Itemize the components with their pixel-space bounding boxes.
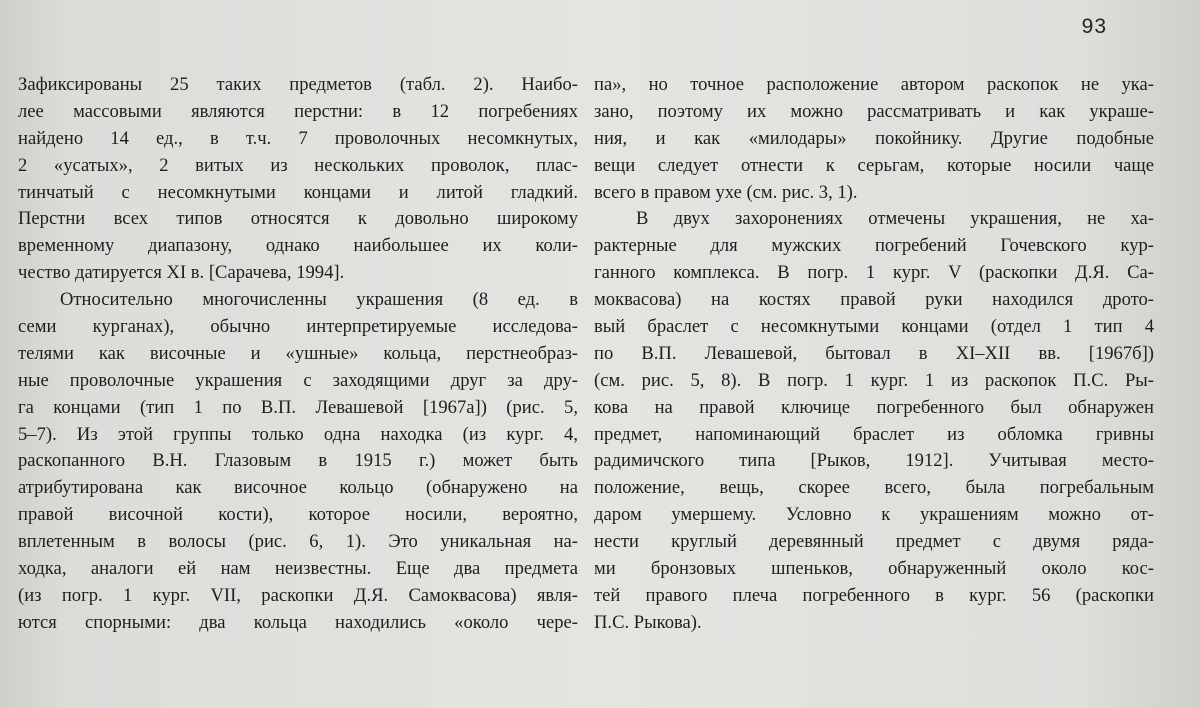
text-line: семи курганах), обычно интерпретируемые исследова-	[18, 316, 578, 338]
text-line: вый браслет с несомкнутыми концами (отдел 1 тип 4	[594, 316, 1154, 338]
text-line: тей правого плеча погребенного в кург. 56 (раскопки	[594, 584, 1154, 606]
text-line: по В.П. Левашевой, бытовал в XI–XII вв. [1967б])	[594, 342, 1154, 364]
text-line: кова на правой ключице погребенного был обнаружен	[594, 396, 1154, 418]
text-line: тинчатый с несомкнутыми концами и литой гладкий.	[18, 181, 578, 203]
text-line: всего в правом ухе (см. рис. 3, 1).	[594, 181, 858, 203]
text-line: положение, вещь, скорее всего, была погребальным	[594, 477, 1154, 499]
text-line: В двух захоронениях отмечены украшения, не ха-	[636, 208, 1154, 230]
text-line: даром умершему. Условно к украшениям можно от-	[594, 504, 1154, 526]
text-line: (из погр. 1 кург. VII, раскопки Д.Я. Самоквасова) явля-	[18, 584, 578, 606]
text-line: раскопанного В.Н. Глазовым в 1915 г.) может быть	[18, 450, 578, 472]
text-line: нести круглый деревянный предмет с двумя ряда-	[594, 531, 1154, 553]
text-line: ния, и как «милодары» покойнику. Другие подобные	[594, 127, 1154, 149]
text-line: вплетенным в волосы (рис. 6, 1). Это уникальная на-	[18, 531, 578, 553]
text-line: правой височной кости), которое носили, вероятно,	[18, 504, 578, 526]
text-line: радимичского типа [Рыков, 1912]. Учитывая место-	[594, 450, 1154, 472]
text-line: па», но точное расположение автором раскопок не ука-	[594, 74, 1154, 95]
text-line: вещи следует отнести к серьгам, которые носили чаще	[594, 154, 1154, 176]
text-line: 5–7). Из этой группы только одна находка (из кург. 4,	[18, 423, 578, 445]
text-line: ются спорными: два кольца находились «около чере-	[18, 611, 578, 633]
left-column	[18, 72, 578, 637]
text-line: моквасова) на костях правой руки находился дрото-	[594, 289, 1154, 311]
text-line: телями как височные и «ушные» кольца, перстнеобраз-	[18, 342, 578, 364]
text-line: предмет, напоминающий браслет из обломка гривны	[594, 423, 1154, 445]
page-number: 93	[1081, 15, 1107, 38]
text-line: Зафиксированы 25 таких предметов (табл. 2). Наибо-	[18, 74, 578, 95]
text-line: лее массовыми являются перстни: в 12 погребениях	[18, 100, 578, 122]
text-line: ные проволочные украшения с заходящими друг за дру-	[18, 369, 578, 391]
text-line: П.С. Рыкова).	[594, 611, 702, 633]
text-line: ми бронзовых шпеньков, обнаруженный около кос-	[594, 558, 1154, 580]
text-line: временному диапазону, однако наибольшее их коли-	[18, 235, 578, 257]
text-line: (см. рис. 5, 8). В погр. 1 кург. 1 из раскопок П.С. Ры-	[594, 369, 1154, 391]
text-line: чество датируется XI в. [Сарачева, 1994].	[18, 262, 345, 284]
text-line: ходка, аналоги ей нам неизвестны. Еще два предмета	[18, 558, 578, 580]
text-line: га концами (тип 1 по В.П. Левашевой [1967а]) (рис. 5,	[18, 396, 578, 418]
text-line: рактерные для мужских погребений Гочевского кур-	[594, 235, 1154, 257]
text-line: Перстни всех типов относятся к довольно широкому	[18, 208, 578, 230]
right-column	[594, 72, 1154, 637]
text-line: атрибутирована как височное кольцо (обнаружено на	[18, 477, 578, 499]
text-line: 2 «усатых», 2 витых из нескольких проволок, плас-	[18, 154, 578, 176]
text-line: ганного комплекса. В погр. 1 кург. V (раскопки Д.Я. Са-	[594, 262, 1154, 284]
text-line: зано, поэтому их можно рассматривать и как украше-	[594, 100, 1154, 122]
text-line: найдено 14 ед., в т.ч. 7 проволочных несомкнутых,	[18, 127, 578, 149]
text-line: Относительно многочисленны украшения (8 ед. в	[60, 289, 578, 311]
